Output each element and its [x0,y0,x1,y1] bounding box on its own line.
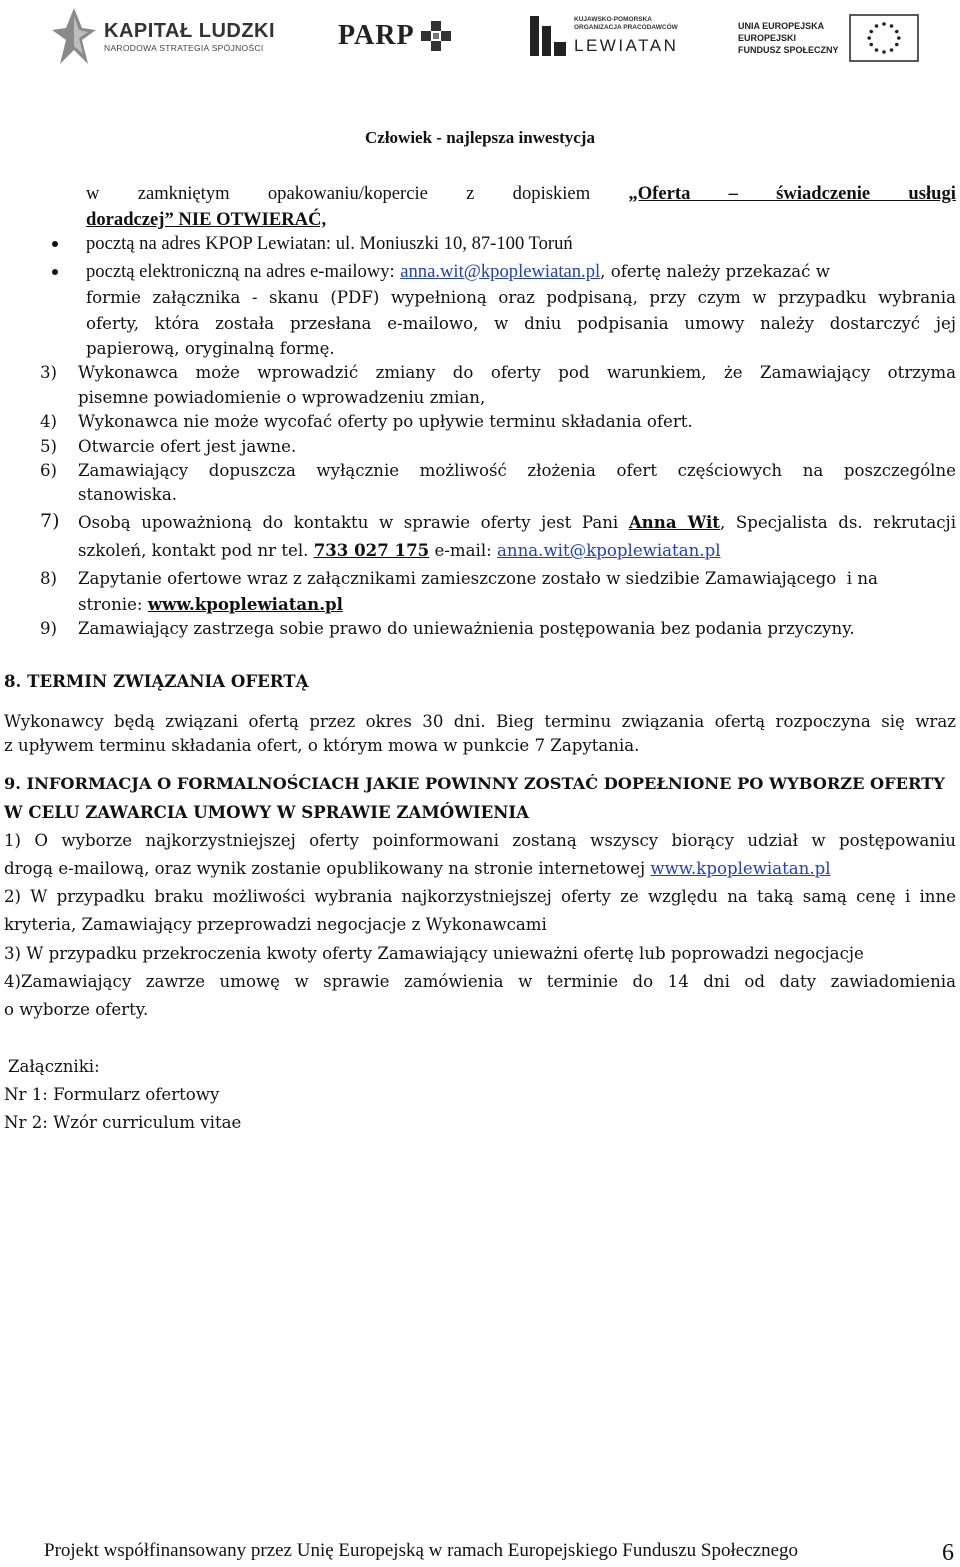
eu-logo [738,12,919,64]
item-7-line-1a: Osobą upoważnioną do kontaktu w sprawie oferty jest Pani [78,513,619,532]
item-8-line-2a: stronie: [78,595,143,614]
section-9-p2-line-1: 2) W przypadku braku możliwości wybrania najkorzystniejszej oferty ze względu na taką samą cenę i inne [4,887,956,906]
section-9-p3: 3) W przypadku przekroczenia kwoty oferty Zamawiający unieważni ofertę lub poprowadzi negocjacje [4,944,864,963]
item-7-line-2 [78,538,721,563]
item-3-number: 3) [40,363,58,382]
intro-line-3: pocztą na adres KPOP Lewiatan: ul. Moniuszki 10, 87-100 Toruń [86,233,573,254]
intro-line-6: oferty, która została przesłana e-mailowo, w dniu podpisania umowy należy dostarczyć jej [86,314,956,333]
lewiatan-bars-icon [530,12,566,60]
intro-line-7: papierową, oryginalną formę. [86,339,335,358]
section-8-line-1: Wykonawcy będą związani ofertą przez okres 30 dni. Bieg terminu związania ofertą rozpoczyna się wraz [4,712,956,731]
intro-line-1 [86,182,956,206]
section-9-p1-line-2 [4,857,831,881]
eu-flag-icon [849,14,919,62]
item-7-line-1 [78,510,956,535]
section-8-heading: 8. TERMIN ZWIĄZANIA OFERTĄ [4,671,309,691]
item-8-line-2 [78,592,343,617]
footer-text: Projekt współfinansowany przez Unię Europejską w ramach Europejskiego Funduszu Społecznego [44,1540,798,1561]
section-9-p1-line-1: 1) O wyborze najkorzystniejszej oferty poinformowani zostaną wszyscy biorący udział w postępowaniu [4,831,956,850]
item-3-line-2: pisemne powiadomienie o wprowadzeniu zmian, [78,388,486,407]
item-6-line-1: Zamawiający dopuszcza wyłącznie możliwość złożenia ofert częściowych na poszczególne [78,461,956,480]
section-9-heading-1: 9. INFORMACJA O FORMALNOŚCIACH JAKIE POWINNY ZOSTAĆ DOPEŁNIONE PO WYBORZE OFERTY [4,774,945,793]
intro-line-5: formie załącznika - skanu (PDF) wypełnioną oraz podpisaną, przy czym w przypadku wybrania [86,288,956,307]
item-6-number: 6) [40,461,58,480]
lew-small-1: KUJAWSKO-POMORSKA [574,16,653,23]
item-6-line-2: stanowiska. [78,485,178,504]
section-9-p2-line-2: kryteria, Zamawiający przeprowadzi negocjacje z Wykonawcami [4,915,547,934]
section-9-p4-line-1: 4)Zamawiający zawrze umowę w sprawie zamówienia w terminie do 14 dni od daty zawiadomienia [4,972,956,991]
email-link[interactable]: anna.wit@kpoplewiatan.pl [400,261,601,282]
item-5-number: 5) [40,437,58,456]
bullet-icon [52,269,58,275]
item-5-text: Otwarcie ofert jest jawne. [78,437,297,456]
attachment-1: Nr 1: Formularz ofertowy [4,1085,220,1104]
kapital-ludzki-star-icon [52,6,96,66]
item-7-line-2a: szkoleń, kontakt pod nr tel. [78,541,309,560]
ue-line-2: EUROPEJSKI [738,33,797,43]
ue-line-3: FUNDUSZ SPOŁECZNY [738,45,839,55]
parp-logo [338,14,451,58]
kl-subtitle: NARODOWA STRATEGIA SPÓJNOŚCI [104,42,264,53]
contact-phone: 733 027 175 [313,540,430,560]
contact-email-link[interactable]: anna.wit@kpoplewiatan.pl [497,541,721,560]
item-7-line-2b: e-mail: [434,541,492,560]
intro-line-1a: w zamkniętym opakowaniu/kopercie z dopiskiem [86,183,591,204]
website-link[interactable]: www.kpoplewiatan.pl [147,594,343,614]
lew-name: LEWIATAN [574,36,679,55]
ue-line-1: UNIA EUROPEJSKA [738,21,825,31]
item-7-number: 7) [40,510,60,532]
lewiatan-logo [530,8,678,64]
section-9-heading-2: W CELU ZAWARCIA UMOWY W SPRAWIE ZAMÓWIENIA [4,802,530,822]
intro-line-4 [86,260,830,284]
item-3-line-1: Wykonawca może wprowadzić zmiany do oferty pod warunkiem, że Zamawiający otrzyma [78,363,956,382]
item-9-number: 9) [40,619,58,638]
attachment-2: Nr 2: Wzór curriculum vitae [4,1113,242,1132]
contact-name: Anna Wit [628,512,720,532]
section-9-p4-line-2: o wyborze oferty. [4,1000,149,1019]
item-7-line-1b: , Specjalista ds. rekrutacji [719,513,956,532]
item-8-line-1: Zapytanie ofertowe wraz z załącznikami zamieszczone zostało w siedzibie Zamawiającego i na [78,569,878,588]
attachments-title: Załączniki: [8,1057,100,1076]
page-number: 6 [942,1540,954,1566]
item-8-number: 8) [40,569,58,588]
lew-small-2: ORGANIZACJA PRACODAWCÓW [574,24,678,31]
parp-text: PARP [338,20,415,51]
header-logos [0,0,960,80]
bullet-icon [52,241,58,247]
intro-line-4b: , ofertę należy przekazać w [600,262,830,281]
item-4-number: 4) [40,412,58,431]
intro-offer-label: „Oferta – świadczenie usługi [628,183,956,204]
section-9-p1-line-2a: drogą e-mailową, oraz wynik zostanie opublikowany na stronie internetowej [4,859,646,878]
website-link-2[interactable]: www.kpoplewiatan.pl [650,859,831,878]
parp-symbol-icon [421,21,451,51]
motto: Człowiek - najlepsza inwestycja [365,128,595,147]
item-9-text: Zamawiający zastrzega sobie prawo do unieważnienia postępowania bez podania przyczyny. [78,619,855,638]
intro-line-4a: pocztą elektroniczną na adres e-mailowy: [86,261,395,282]
kapital-ludzki-logo [52,4,275,68]
section-8-line-2: z upływem terminu składania ofert, o którym mowa w punkcie 7 Zapytania. [4,736,640,755]
item-4-text: Wykonawca nie może wycofać oferty po upływie terminu składania ofert. [78,412,693,431]
kl-title: KAPITAŁ LUDZKI [104,19,276,42]
intro-line-2: doradczej” NIE OTWIERAĆ, [86,209,327,230]
